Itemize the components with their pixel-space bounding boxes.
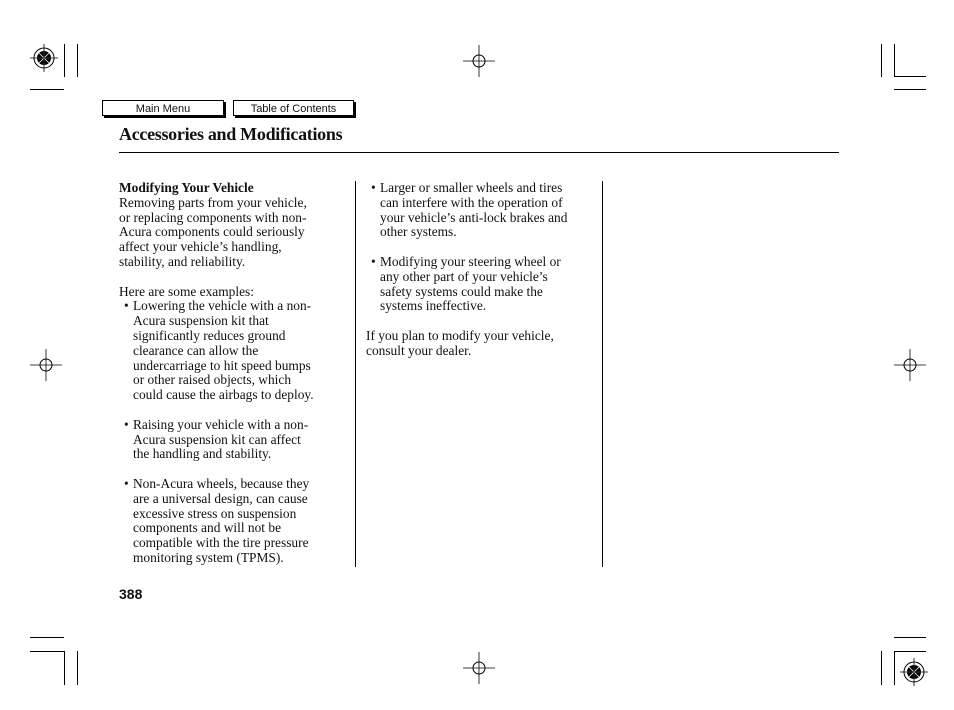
list-item	[119, 477, 349, 566]
crosshair-mark-icon	[463, 45, 495, 77]
list-item	[119, 418, 349, 462]
bullet-line: Larger or smaller wheels and tires	[380, 180, 563, 195]
bullet-icon: •	[371, 253, 376, 269]
body-line: Removing parts from your vehicle,	[119, 194, 307, 210]
crop-mark	[894, 89, 926, 90]
bullet-line: your vehicle’s anti-lock brakes and	[380, 209, 568, 225]
column-divider	[355, 181, 356, 567]
bullet-line: Acura suspension kit that	[133, 313, 269, 329]
table-of-contents-button[interactable]: Table of Contents	[233, 100, 354, 116]
crop-mark	[77, 44, 78, 77]
examples-label: Here are some examples:	[119, 283, 254, 299]
page-number: 388	[119, 586, 143, 602]
crop-mark	[881, 651, 882, 685]
crop-mark	[894, 651, 926, 652]
crosshair-mark-icon	[894, 349, 926, 381]
crop-mark	[77, 651, 78, 685]
body-line: affect your vehicle’s handling,	[119, 239, 282, 255]
middle-column	[366, 181, 598, 359]
crop-mark	[894, 651, 895, 685]
bullet-line: are a universal design, can cause	[133, 490, 308, 506]
bullet-line: components and will not be	[133, 520, 282, 536]
bullet-line: Non-Acura wheels, because they	[133, 475, 310, 491]
crop-mark	[64, 651, 65, 685]
crosshair-mark-icon	[30, 349, 62, 381]
bullet-line: Modifying your steering wheel or	[380, 253, 561, 269]
page-title: Accessories and Modifications	[119, 124, 343, 144]
bullet-line: undercarriage to hit speed bumps	[133, 357, 311, 373]
bullet-line: clearance can allow the	[133, 342, 259, 358]
main-menu-button[interactable]: Main Menu	[102, 100, 224, 116]
body-line: Acura components could seriously	[119, 224, 305, 240]
bullet-line: systems ineffective.	[380, 298, 487, 314]
body-line: If you plan to modify your vehicle,	[366, 327, 554, 343]
bullet-line: the handling and stability.	[133, 446, 272, 462]
bullet-line: significantly reduces ground	[133, 327, 286, 343]
crop-mark	[894, 44, 895, 77]
body-line: stability, and reliability.	[119, 253, 246, 269]
crosshair-mark-icon	[463, 652, 495, 684]
crop-mark	[64, 44, 65, 77]
list-item	[366, 181, 598, 240]
crop-mark	[881, 44, 882, 77]
crop-mark	[894, 637, 926, 638]
registration-mark-icon	[30, 44, 58, 72]
bullet-icon: •	[371, 180, 376, 195]
bullet-icon: •	[124, 475, 129, 491]
bullet-line: could cause the airbags to deploy.	[133, 387, 314, 403]
bullet-line: excessive stress on suspension	[133, 505, 297, 521]
bullet-line: any other part of your vehicle’s	[380, 268, 548, 284]
bullet-line: other systems.	[380, 224, 457, 240]
section-heading: Modifying Your Vehicle	[119, 180, 254, 195]
title-rule	[119, 152, 839, 153]
bullet-line: safety systems could make the	[380, 283, 543, 299]
bullet-line: Acura suspension kit can affect	[133, 431, 301, 447]
bullet-line: or other raised objects, which	[133, 372, 292, 388]
list-item	[119, 299, 349, 403]
crop-mark	[30, 637, 64, 638]
bullet-line: monitoring system (TPMS).	[133, 549, 284, 565]
column-divider	[602, 181, 603, 567]
bullet-line: can interfere with the operation of	[380, 194, 563, 210]
bullet-icon: •	[124, 298, 129, 314]
body-line: consult your dealer.	[366, 342, 472, 358]
crop-mark	[30, 89, 64, 90]
bullet-icon: •	[124, 416, 129, 432]
bullet-line: compatible with the tire pressure	[133, 535, 309, 551]
body-line: or replacing components with non-	[119, 209, 307, 225]
left-column	[119, 181, 349, 566]
crop-mark	[894, 76, 926, 77]
registration-mark-icon	[900, 658, 928, 686]
bullet-line: Lowering the vehicle with a non-	[133, 298, 312, 314]
crop-mark	[30, 651, 64, 652]
bullet-line: Raising your vehicle with a non-	[133, 416, 309, 432]
list-item	[366, 255, 598, 314]
